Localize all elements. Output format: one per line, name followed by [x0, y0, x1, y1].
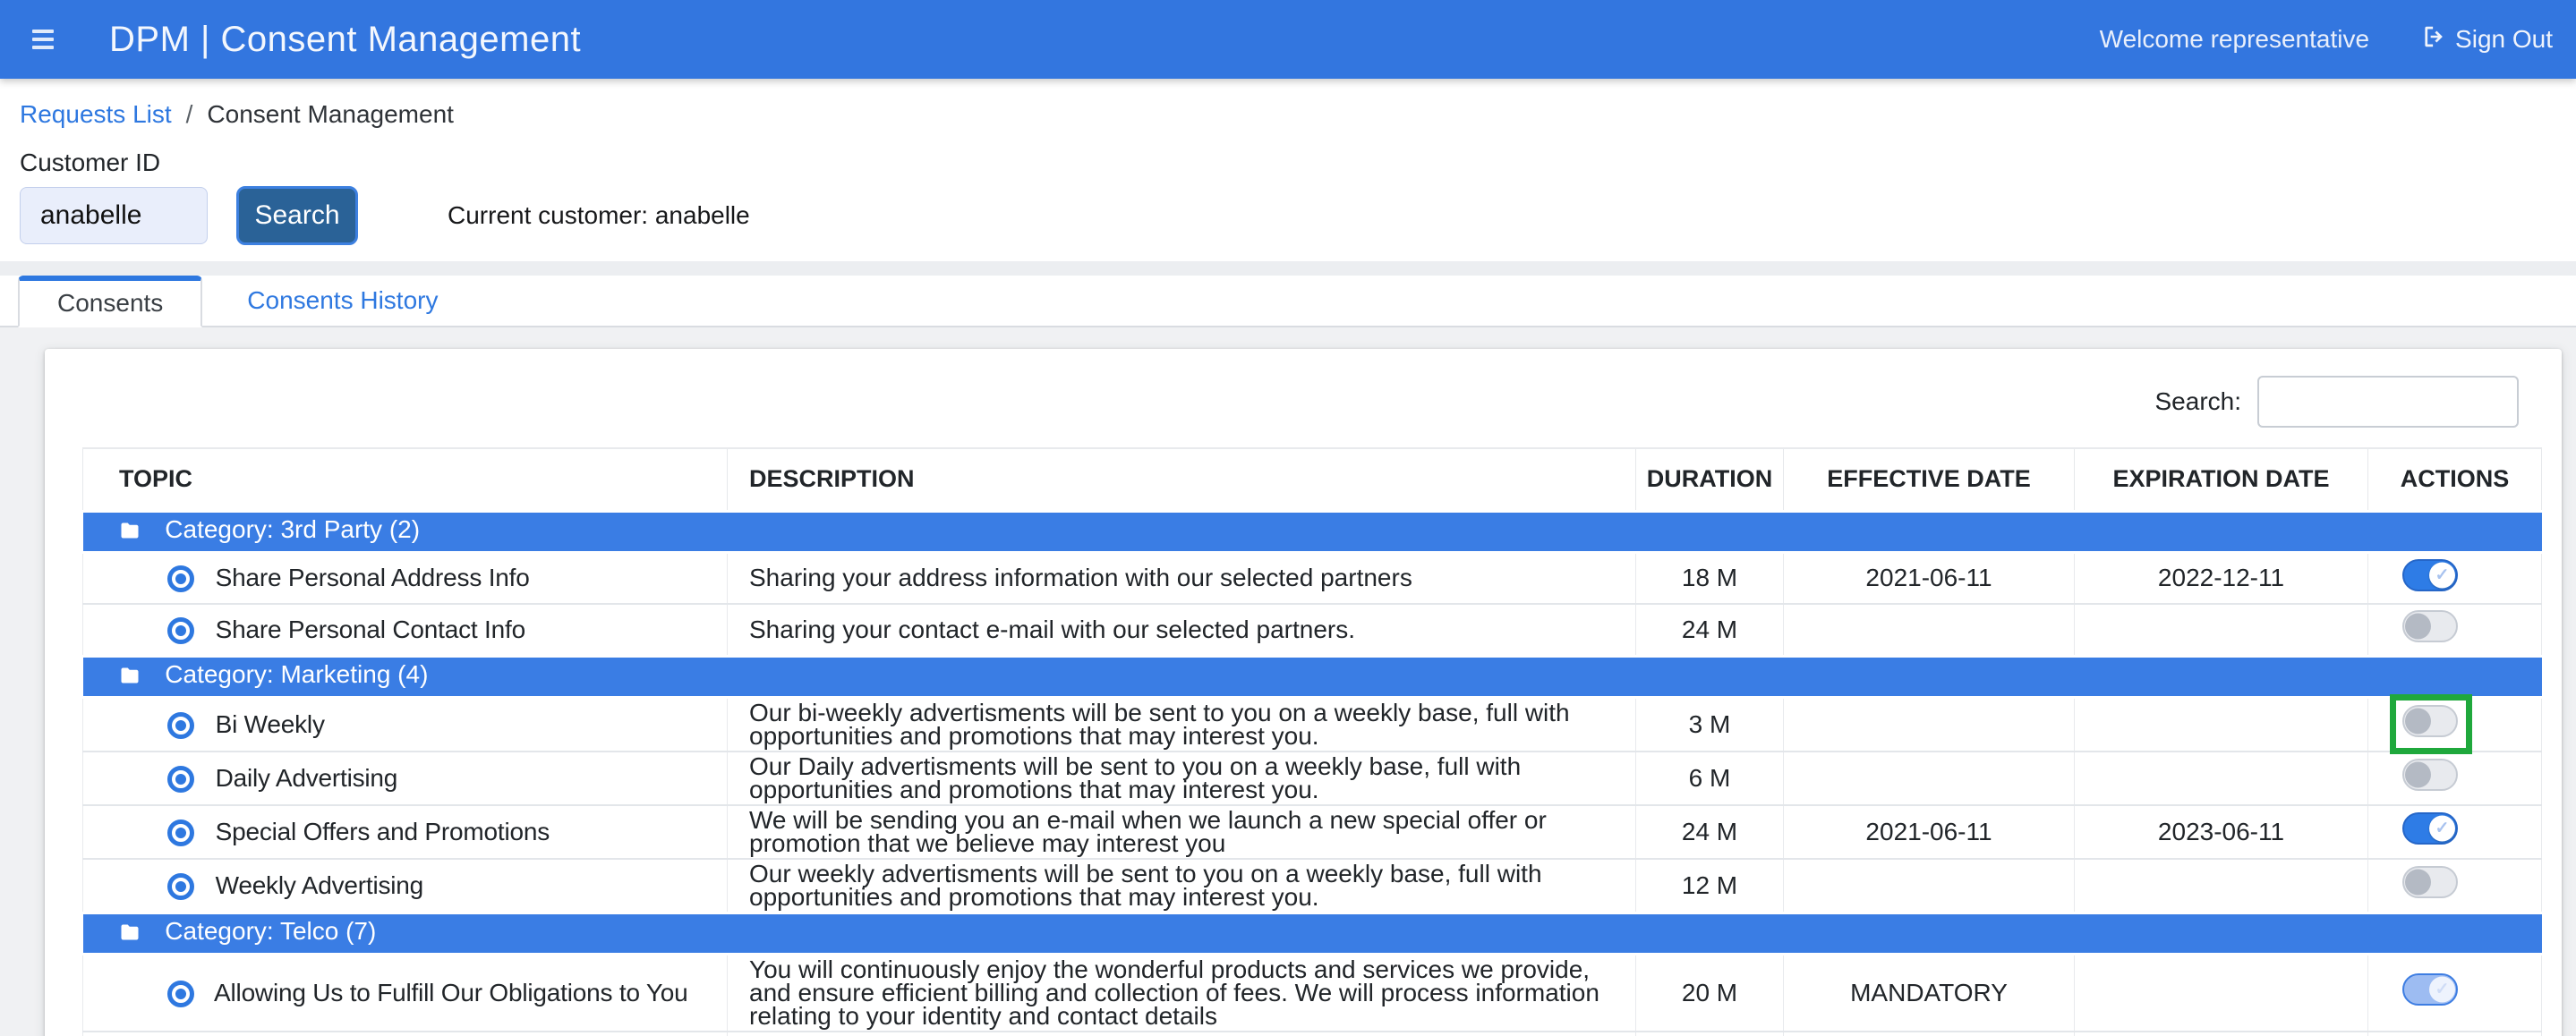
consent-topic-text: Daily Advertising — [216, 764, 398, 792]
consent-duration-cell: 24 M — [1636, 604, 1784, 656]
topic-bullseye-icon — [167, 766, 194, 793]
topic-bullseye-icon — [167, 819, 194, 846]
consent-description-cell: You will continuously enjoy the wonderful products and services we provide, and ensure efficient billing and collection of fees. We will process information relating to your identity and contact details — [728, 954, 1636, 1032]
breadcrumb-separator: / — [186, 100, 193, 129]
tab-bar — [0, 276, 2576, 327]
consent-effective-date-cell — [1784, 697, 2075, 752]
consent-row — [83, 1032, 2542, 1036]
top-section — [0, 79, 2576, 261]
consent-topic-text: Special Offers and Promotions — [216, 818, 550, 845]
menu-hamburger-icon[interactable] — [32, 30, 54, 49]
consent-row — [83, 954, 2542, 1032]
tab-consents-history[interactable]: Consents History — [209, 276, 475, 326]
toggle-knob — [2429, 977, 2455, 1003]
welcome-text: Welcome representative — [2100, 25, 2369, 54]
topic-bullseye-icon — [167, 873, 194, 900]
toggle-knob — [2429, 816, 2455, 842]
section-divider — [0, 261, 2576, 276]
consent-description-cell: Sharing your address information with our selected partners — [728, 552, 1636, 604]
tab-consents[interactable]: Consents — [18, 276, 202, 327]
consent-topic-text: Allowing Us to Fulfill Our Obligations to You — [214, 979, 688, 1006]
consent-row — [83, 604, 2542, 656]
consent-toggle-switch[interactable] — [2402, 973, 2458, 1006]
consent-actions-cell — [2368, 604, 2542, 656]
column-header-expiration-date[interactable]: EXPIRATION DATE — [2075, 448, 2368, 511]
consent-topic-cell — [83, 552, 728, 604]
consent-expiration-date-cell: 2023-06-11 — [2075, 805, 2368, 859]
toggle-knob — [2429, 562, 2455, 588]
consent-toggle-switch[interactable] — [2402, 705, 2458, 737]
consent-topic-cell — [83, 954, 728, 1032]
consent-topic-cell — [83, 697, 728, 752]
folder-icon — [117, 519, 142, 548]
breadcrumb-current: Consent Management — [207, 100, 454, 129]
consent-expiration-date-cell — [2075, 859, 2368, 913]
consent-row — [83, 752, 2542, 805]
page-content — [0, 327, 2576, 1036]
category-label: Category: Marketing (4) — [165, 660, 428, 688]
topic-bullseye-icon — [167, 712, 194, 739]
folder-icon — [117, 921, 142, 949]
consent-effective-date-cell — [1784, 604, 2075, 656]
consent-topic-cell — [83, 1032, 728, 1036]
consent-toggle-switch[interactable] — [2402, 759, 2458, 791]
consent-row — [83, 805, 2542, 859]
consent-topic-cell — [83, 604, 728, 656]
consent-description-cell: Our weekly advertisments will be sent to you on a weekly base, full with opportunities and promotions that may interest you. — [728, 859, 1636, 913]
toggle-knob — [2405, 614, 2431, 640]
consent-expiration-date-cell: 2022-12-11 — [2075, 552, 2368, 604]
consent-actions-cell — [2368, 697, 2542, 752]
column-header-topic[interactable]: TOPIC — [83, 448, 728, 511]
consent-expiration-date-cell — [2075, 954, 2368, 1032]
breadcrumb — [20, 98, 2556, 131]
consent-duration-cell: 3 M — [1636, 697, 1784, 752]
column-header-description[interactable]: DESCRIPTION — [728, 448, 1636, 511]
consent-description-cell: Sharing your contact e-mail with our selected partners. — [728, 604, 1636, 656]
toggle-knob — [2405, 762, 2431, 788]
consent-expiration-date-cell — [2075, 604, 2368, 656]
sign-out-icon — [2421, 23, 2448, 56]
customer-id-label: Customer ID — [20, 149, 2556, 177]
consent-effective-date-cell: 2021-06-11 — [1784, 552, 2075, 604]
sign-out-label: Sign Out — [2455, 25, 2553, 54]
consent-effective-date-cell — [1784, 752, 2075, 805]
consent-effective-date-cell — [1784, 1032, 2075, 1036]
customer-search-button[interactable]: Search — [236, 186, 358, 245]
column-header-duration[interactable]: DURATION — [1636, 448, 1784, 511]
consent-duration-cell: 24 M — [1636, 805, 1784, 859]
consents-table-body — [83, 511, 2542, 1036]
customer-id-input[interactable] — [20, 187, 208, 244]
consent-actions-cell — [2368, 805, 2542, 859]
consent-duration-cell — [1636, 1032, 1784, 1036]
consent-row — [83, 859, 2542, 913]
consent-toggle-switch[interactable] — [2402, 812, 2458, 845]
consent-topic-text: Weekly Advertising — [216, 871, 423, 899]
table-header-row — [83, 448, 2542, 511]
consent-row — [83, 552, 2542, 604]
consent-description-cell: Our Daily advertisments will be sent to you on a weekly base, full with opportunities and promotions that may interest you. — [728, 752, 1636, 805]
consent-toggle-switch[interactable] — [2402, 866, 2458, 898]
folder-icon — [117, 664, 142, 692]
topic-bullseye-icon — [167, 617, 194, 644]
table-search-input[interactable] — [2257, 376, 2519, 428]
consent-effective-date-cell: 2021-06-11 — [1784, 805, 2075, 859]
consent-toggle-switch[interactable] — [2402, 610, 2458, 642]
current-customer-text: Current customer: anabelle — [448, 201, 750, 230]
toggle-knob — [2405, 709, 2431, 735]
consent-actions-cell — [2368, 954, 2542, 1032]
category-label: Category: Telco (7) — [165, 917, 376, 945]
app-bar — [0, 0, 2576, 79]
consents-card — [45, 349, 2562, 1036]
category-row[interactable] — [83, 656, 2542, 697]
toggle-knob — [2405, 870, 2431, 896]
consent-actions-cell — [2368, 752, 2542, 805]
column-header-actions[interactable]: ACTIONS — [2368, 448, 2542, 511]
sign-out-button[interactable] — [2421, 23, 2553, 56]
table-search-label: Search: — [2155, 387, 2242, 416]
consent-description-cell: We will be sending you an e-mail when we launch a new special offer or promotion that we believe may interest you — [728, 805, 1636, 859]
consent-description-cell: Our bi-weekly advertisments will be sent to you on a weekly base, full with opportunities and promotions that may interest you. — [728, 697, 1636, 752]
consent-duration-cell: 20 M — [1636, 954, 1784, 1032]
category-row[interactable] — [83, 913, 2542, 954]
topic-bullseye-icon — [167, 565, 194, 592]
category-row[interactable] — [83, 511, 2542, 552]
consent-actions-cell — [2368, 859, 2542, 913]
consent-topic-text: Bi Weekly — [216, 710, 325, 738]
consent-expiration-date-cell — [2075, 697, 2368, 752]
column-header-effective-date[interactable]: EFFECTIVE DATE — [1784, 448, 2075, 511]
topic-bullseye-icon — [167, 981, 194, 1007]
consent-duration-cell: 6 M — [1636, 752, 1784, 805]
consent-topic-cell — [83, 859, 728, 913]
consent-description-cell — [728, 1032, 1636, 1036]
app-title: DPM | Consent Management — [109, 20, 581, 60]
consent-effective-date-cell — [1784, 859, 2075, 913]
consent-duration-cell: 12 M — [1636, 859, 1784, 913]
consent-expiration-date-cell — [2075, 752, 2368, 805]
consent-expiration-date-cell — [2075, 1032, 2368, 1036]
breadcrumb-link-requests-list[interactable]: Requests List — [20, 100, 172, 129]
consent-effective-date-cell: MANDATORY — [1784, 954, 2075, 1032]
consent-row — [83, 697, 2542, 752]
consent-topic-text: Share Personal Contact Info — [216, 616, 525, 643]
consent-topic-cell — [83, 805, 728, 859]
consent-toggle-switch[interactable] — [2402, 559, 2458, 591]
consent-actions-cell — [2368, 552, 2542, 604]
consent-duration-cell: 18 M — [1636, 552, 1784, 604]
category-label: Category: 3rd Party (2) — [165, 515, 420, 543]
consents-table — [82, 447, 2542, 1036]
consent-actions-cell — [2368, 1032, 2542, 1036]
consent-topic-cell — [83, 752, 728, 805]
consent-topic-text: Share Personal Address Info — [216, 564, 530, 591]
